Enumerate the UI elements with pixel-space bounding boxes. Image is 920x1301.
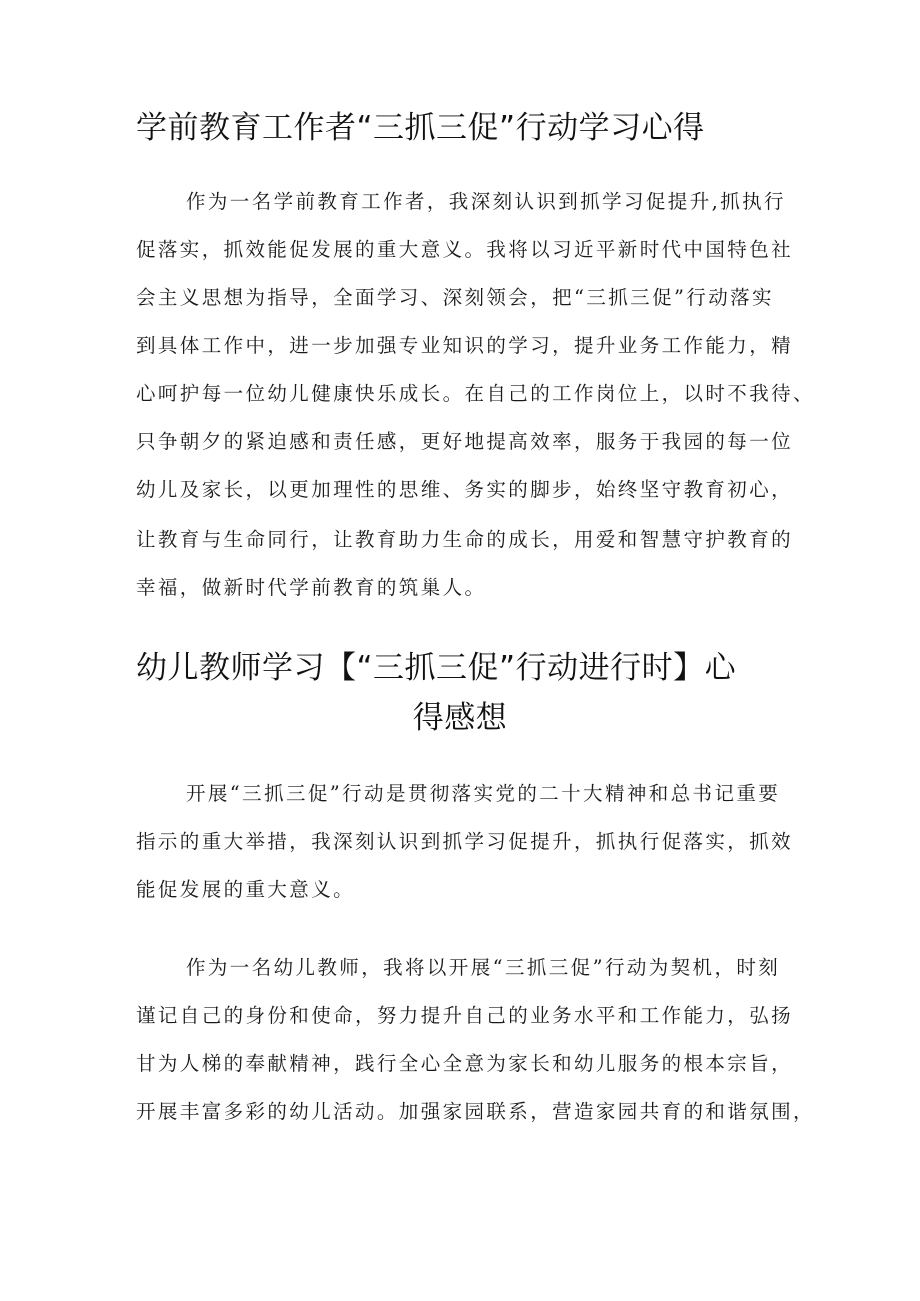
- paragraph-line: 开展“三抓三促”行动是贯彻落实党的二十大精神和总书记重要: [186, 782, 781, 805]
- article-title-2-line-2: 得感想: [412, 700, 508, 736]
- article-title-1: 学前教育工作者“三抓三促”行动学习心得: [136, 110, 705, 146]
- paragraph-line: 心呵护每一位幼儿健康快乐成长。在自己的工作岗位上，以时不我待、: [136, 382, 815, 405]
- paragraph-line: 会主义思想为指导，全面学习、深刻领会，把“三抓三促”行动落实: [136, 286, 774, 309]
- paragraph-line: 指示的重大举措，我深刻认识到抓学习促提升，抓执行促落实，抓效: [136, 830, 794, 853]
- paragraph-line: 开展丰富多彩的幼儿活动。加强家园联系，营造家园共育的和谐氛围，: [136, 1100, 815, 1123]
- paragraph-line: 甘为人梯的奉献精神，践行全心全意为家长和幼儿服务的根本宗旨，: [136, 1052, 794, 1075]
- paragraph-line: 到具体工作中，进一步加强专业知识的学习，提升业务工作能力，精: [136, 334, 794, 357]
- paragraph-line: 作为一名幼儿教师，我将以开展“三抓三促”行动为契机，时刻: [186, 956, 781, 979]
- paragraph-line: 幸福，做新时代学前教育的筑巢人。: [136, 576, 487, 599]
- paragraph-line: 谨记自己的身份和使命，努力提升自己的业务水平和工作能力，弘扬: [136, 1004, 794, 1027]
- paragraph-line: 作为一名学前教育工作者，我深刻认识到抓学习促提升,抓执行: [186, 190, 786, 213]
- paragraph-line: 能促发展的重大意义。: [136, 878, 356, 901]
- paragraph-line: 只争朝夕的紧迫感和责任感，更好地提高效率，服务于我园的每一位: [136, 430, 794, 453]
- article-title-2-line-1: 幼儿教师学习【“三抓三促”行动进行时】心: [136, 650, 737, 686]
- paragraph-line: 促落实，抓效能促发展的重大意义。我将以习近平新时代中国特色社: [136, 238, 794, 261]
- paragraph-line: 让教育与生命同行，让教育助力生命的成长，用爱和智慧守护教育的: [136, 528, 794, 551]
- paragraph-line: 幼儿及家长，以更加理性的思维、务实的脚步，始终坚守教育初心，: [136, 478, 794, 501]
